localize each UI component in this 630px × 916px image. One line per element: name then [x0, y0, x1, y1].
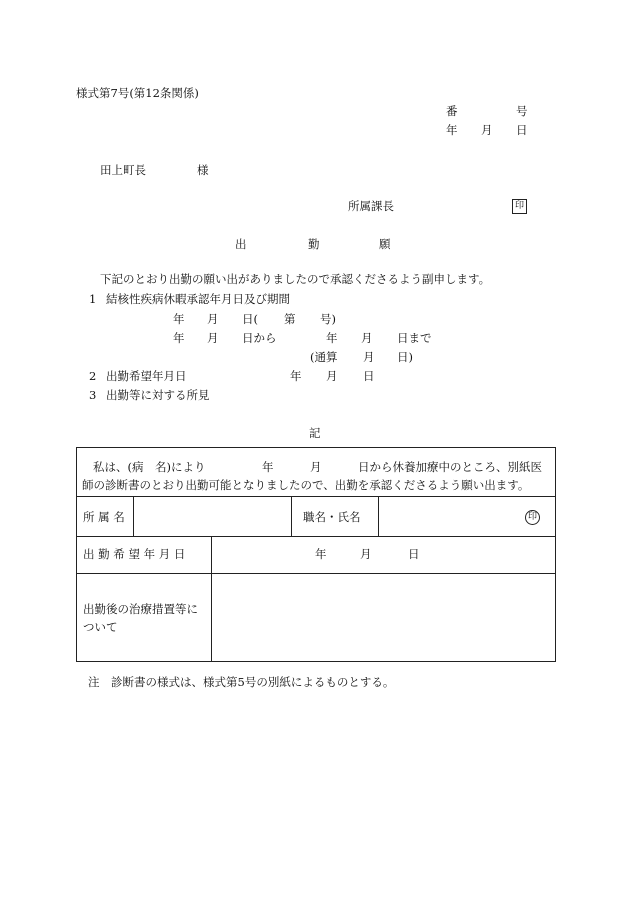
- ki-heading: 記: [309, 426, 321, 440]
- treatment-field[interactable]: [213, 576, 553, 660]
- item-1-r1-dai: 第: [284, 312, 296, 326]
- statement-month: 月: [310, 460, 322, 474]
- desired-date-label: 出 勤 希 望 年 月 日: [83, 547, 186, 561]
- application-table: [76, 447, 556, 662]
- item-2-day: 日: [363, 369, 375, 383]
- name-field[interactable]: [379, 500, 519, 534]
- item-2-month: 月: [326, 369, 338, 383]
- item-3-number: 3: [89, 388, 97, 402]
- desired-date-month: 月: [360, 547, 372, 561]
- title-char-1: 出: [235, 237, 247, 251]
- item-3-label: 出勤等に対する所見: [106, 388, 210, 402]
- item-1-r1-go: 号): [320, 312, 336, 326]
- item-1-label: 結核性疾病休暇承認年月日及び期間: [106, 292, 290, 306]
- addressee-title: 田上町長: [100, 163, 146, 177]
- treatment-label-line-1: 出勤後の治療措置等に: [83, 602, 198, 616]
- item-1-r1-day: 日(: [242, 312, 258, 326]
- item-2-year: 年: [290, 369, 302, 383]
- item-1-r1-month: 月: [207, 312, 219, 326]
- item-1-r2-from: 日から: [242, 331, 277, 345]
- table-rule-1: [77, 496, 555, 497]
- item-1-r2-month: 月: [207, 331, 219, 345]
- treatment-label-line-2: ついて: [83, 620, 118, 634]
- item-2-label: 出勤希望年月日: [106, 369, 187, 383]
- item-1-r3-day: 日): [397, 350, 413, 364]
- item-1-r3-month: 月: [363, 350, 375, 364]
- intro-text: 下記のとおり出勤の願い出がありましたので承認くださるよう副申します。: [100, 272, 491, 286]
- statement-year: 年: [262, 460, 274, 474]
- table-vrule-mid: [291, 496, 292, 536]
- table-rule-2: [77, 536, 555, 537]
- item-1-r2-until: 日まで: [397, 331, 432, 345]
- item-1-r2-month2: 月: [361, 331, 373, 345]
- table-vrule-label: [211, 536, 212, 661]
- statement-line-2: 師の診断書のとおり出勤可能となりましたので、出勤を承認くださるよう願い出ます。: [82, 478, 530, 492]
- number-suffix: 号: [516, 104, 528, 118]
- dept-label: 所 属 名: [83, 510, 125, 524]
- sender-seal-icon: 印: [512, 199, 527, 214]
- title-char-3: 願: [379, 237, 391, 251]
- item-1-r3-total: (通算: [310, 350, 338, 364]
- item-1-r2-year2: 年: [326, 331, 338, 345]
- date-month: 月: [481, 123, 493, 137]
- desired-date-year: 年: [315, 547, 327, 561]
- dept-field[interactable]: [134, 500, 290, 534]
- addressee-honorific: 様: [197, 163, 209, 177]
- statement-part-a: 私は、(病 名)により: [93, 460, 206, 474]
- date-year: 年: [446, 123, 458, 137]
- applicant-seal-icon: 印: [525, 510, 540, 525]
- form-number: 様式第7号(第12条関係): [76, 86, 199, 100]
- item-1-r1-year: 年: [173, 312, 185, 326]
- footnote: 注 診断書の様式は、様式第5号の別紙によるものとする。: [88, 675, 395, 689]
- number-label: 番: [446, 104, 458, 118]
- sender-label: 所属課長: [348, 199, 394, 213]
- date-day: 日: [516, 123, 528, 137]
- item-2-number: 2: [89, 369, 97, 383]
- desired-date-day: 日: [408, 547, 420, 561]
- item-1-number: 1: [89, 292, 97, 306]
- table-rule-3: [77, 573, 555, 574]
- statement-part-b: 日から休養加療中のところ、別紙医: [358, 460, 542, 474]
- title-char-2: 勤: [308, 237, 320, 251]
- name-label: 職名・氏名: [303, 510, 361, 524]
- item-1-r2-year: 年: [173, 331, 185, 345]
